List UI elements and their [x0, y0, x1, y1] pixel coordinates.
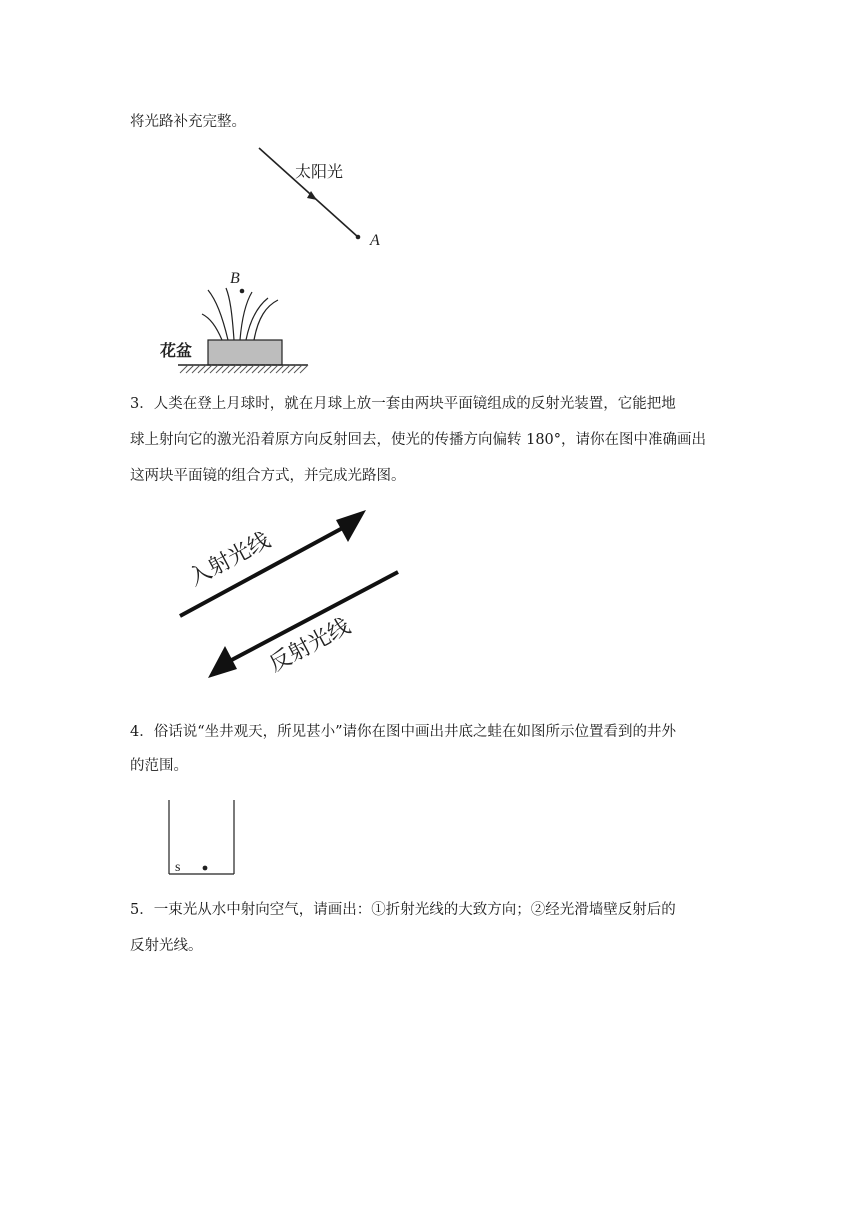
laser-figure: [170, 500, 410, 690]
q4-line-1: 4．俗话说“坐井观天，所见甚小”请你在图中画出井底之蛙在如图所示位置看到的井外: [130, 724, 677, 740]
sunlight-figure: [150, 140, 410, 380]
frog-dot: [203, 866, 208, 871]
reflected-ray-label: 反射光线: [265, 613, 355, 678]
q5-line-2: 反射光线。: [130, 938, 203, 954]
incident-ray-arrowhead: [336, 510, 366, 542]
q3-line-3: 这两块平面镜的组合方式，并完成光路图。: [130, 468, 406, 484]
well-figure: [165, 798, 245, 878]
flower-pot: [208, 340, 282, 365]
point-b-dot: [240, 289, 245, 294]
q3-line-1: 3．人类在登上月球时，就在月球上放一套由两块平面镜组成的反射光装置，它能把地: [130, 396, 676, 412]
pot-label: 花盆: [160, 341, 193, 360]
q5-line-1: 5．一束光从水中射向空气，请画出：①折射光线的大致方向；②经光滑墙壁反射后的: [130, 902, 676, 918]
point-a-label: A: [370, 232, 380, 249]
q4-line-2: 的范围。: [130, 758, 188, 774]
incident-ray-label: 入射光线: [185, 527, 275, 592]
ground-hatching: [180, 365, 308, 373]
reflected-ray-arrowhead: [208, 646, 237, 678]
plant-leaves: [202, 288, 278, 340]
intro-text: 将光路补充完整。: [130, 114, 246, 130]
frog-label: s: [175, 860, 181, 875]
q3-line-2: 球上射向它的激光沿着原方向反射回去，使光的传播方向偏转 180°，请你在图中准确画出: [130, 432, 707, 448]
point-b-label: B: [230, 270, 240, 287]
sun-label: 太阳光: [295, 162, 344, 181]
point-a-dot: [356, 235, 361, 240]
